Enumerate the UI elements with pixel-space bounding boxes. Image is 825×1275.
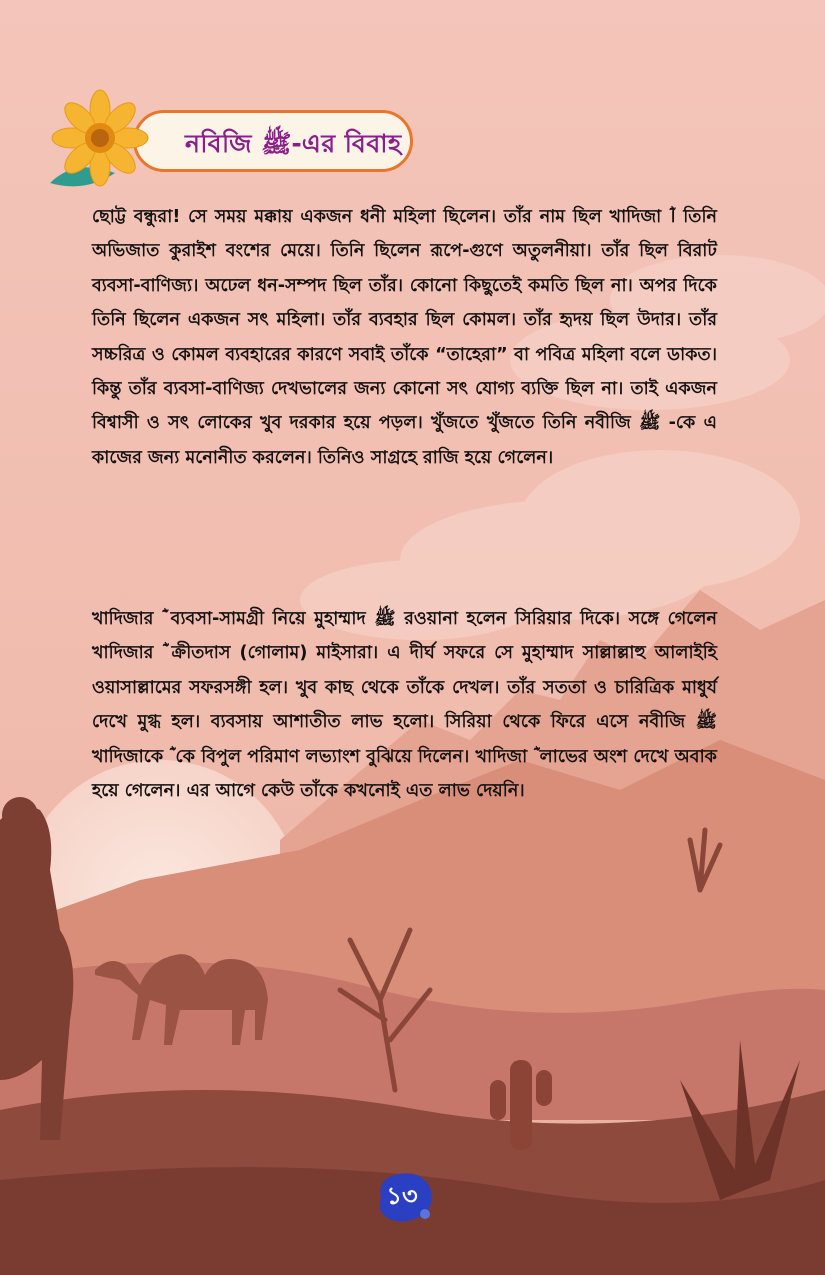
- sunflower-icon: [45, 88, 155, 198]
- chapter-title: নবিজি ﷺ-এর বিবাহ: [185, 129, 402, 158]
- paragraph-1: ছোট্ট বন্ধুরা! সে সময় মক্কায় একজন ধনী মহিলা ছিলেন। তাঁর নাম ছিল খাদিজা ؓ। তিনি অভিজাত কুরাইশ বংশের মেয়ে। তিনি ছিলেন রূপে-গুণে অতুলনীয়া। তাঁর ছিল বিরাট ব্যবসা-বাণিজ্য। অঢেল ধন-সম্পদ ছিল তাঁর। কোনো কিছুতেই কমতি ছিল না। অপর দিকে তিনি ছিলেন একজন সৎ মহিলা। তাঁর ব্যবহার ছিল কোমল। তাঁর হৃদয় ছিল উদার। তাঁর সচ্চরিত্র ও কোমল ব্যবহারের কারণে সবাই তাঁকে “তাহেরা” বা পবিত্র মহিলা বলে ডাকত। কিন্তু তাঁর ব্যবসা-বাণিজ্য দেখভালের জন্য কোনো সৎ যোগ্য ব্যক্তি ছিল না। তাই একজন বিশ্বাসী ও সৎ লোকের খুব দরকার হয়ে পড়ল। খুঁজতে খুঁজতে তিনি নবীজি ﷺ -কে এ কাজের জন্য মনোনীত করলেন। তিনিও সাগ্রহে রাজি হয়ে গেলেন।: [92, 207, 717, 468]
- paragraph-2: খাদিজার ؓ ব্যবসা-সামগ্রী নিয়ে মুহাম্মাদ ﷺ রওয়ানা হলেন সিরিয়ার দিকে। সঙ্গে গেলেন খাদিজার ؓ ক্রীতদাস (গোলাম) মাইসারা। এ দীর্ঘ সফরে সে মুহাম্মাদ সাল্লাল্লাহু আলাইহি ওয়াসাল্লামের সফরসঙ্গী হল। খুব কাছ থেকে তাঁকে দেখল। তাঁর সততা ও চারিত্রিক মাধুর্য দেখে মুগ্ধ হল। ব্যবসায় আশাতীত লাভ হলো। সিরিয়া থেকে ফিরে এসে নবীজি ﷺ খাদিজাকে ؓ কে বিপুল পরিমাণ লভ্যাংশ বুঝিয়ে দিলেন। খাদিজা ؓ লাভের অংশ দেখে অবাক হয়ে গেলেন। এর আগে কেউ তাঁকে কখনোই এত লাভ দেয়নি।: [92, 609, 717, 802]
- page-number: ১৩: [386, 1182, 418, 1210]
- chapter-title-banner: [45, 88, 425, 198]
